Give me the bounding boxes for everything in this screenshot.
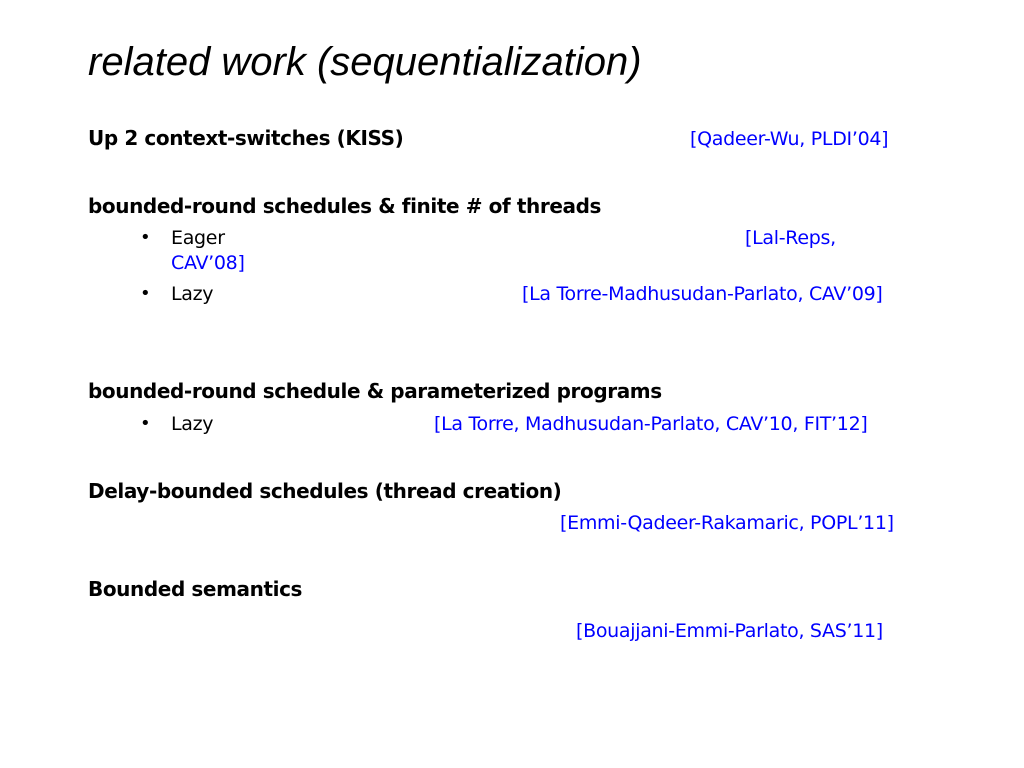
ref-bouajjani-emmi-parlato: [Bouajjani-Emmi-Parlato, SAS’11] (576, 620, 883, 642)
ref-la-torre-cav10: [La Torre, Madhusudan-Parlato, CAV’10, FIT’12] (434, 413, 868, 435)
item-eager-label: Eager (171, 227, 225, 249)
ref-lal-reps-venue: CAV’08] (171, 252, 245, 274)
bullet-eager: • (140, 227, 151, 248)
ref-la-torre-cav09: [La Torre-Madhusudan-Parlato, CAV’09] (522, 283, 883, 305)
bullet-lazy-2: • (140, 413, 151, 434)
heading-context-switches: Up 2 context-switches (KISS) (88, 126, 404, 150)
item-lazy-2-label: Lazy (171, 413, 214, 435)
ref-emmi-qadeer-rakamaric: [Emmi-Qadeer-Rakamaric, POPL’11] (560, 512, 894, 534)
heading-bounded-round-finite-threads: bounded-round schedules & finite # of threads (88, 194, 602, 218)
bullet-lazy-1: • (140, 283, 151, 304)
heading-parameterized-programs: bounded-round schedule & parameterized programs (88, 379, 662, 403)
ref-qadeer-wu: [Qadeer-Wu, PLDI’04] (690, 128, 889, 150)
item-lazy-1-label: Lazy (171, 283, 214, 305)
heading-delay-bounded: Delay-bounded schedules (thread creation) (88, 479, 562, 503)
slide-title: related work (sequentialization) (88, 40, 642, 84)
ref-lal-reps: [Lal-Reps, (745, 227, 836, 249)
heading-bounded-semantics: Bounded semantics (88, 577, 303, 601)
